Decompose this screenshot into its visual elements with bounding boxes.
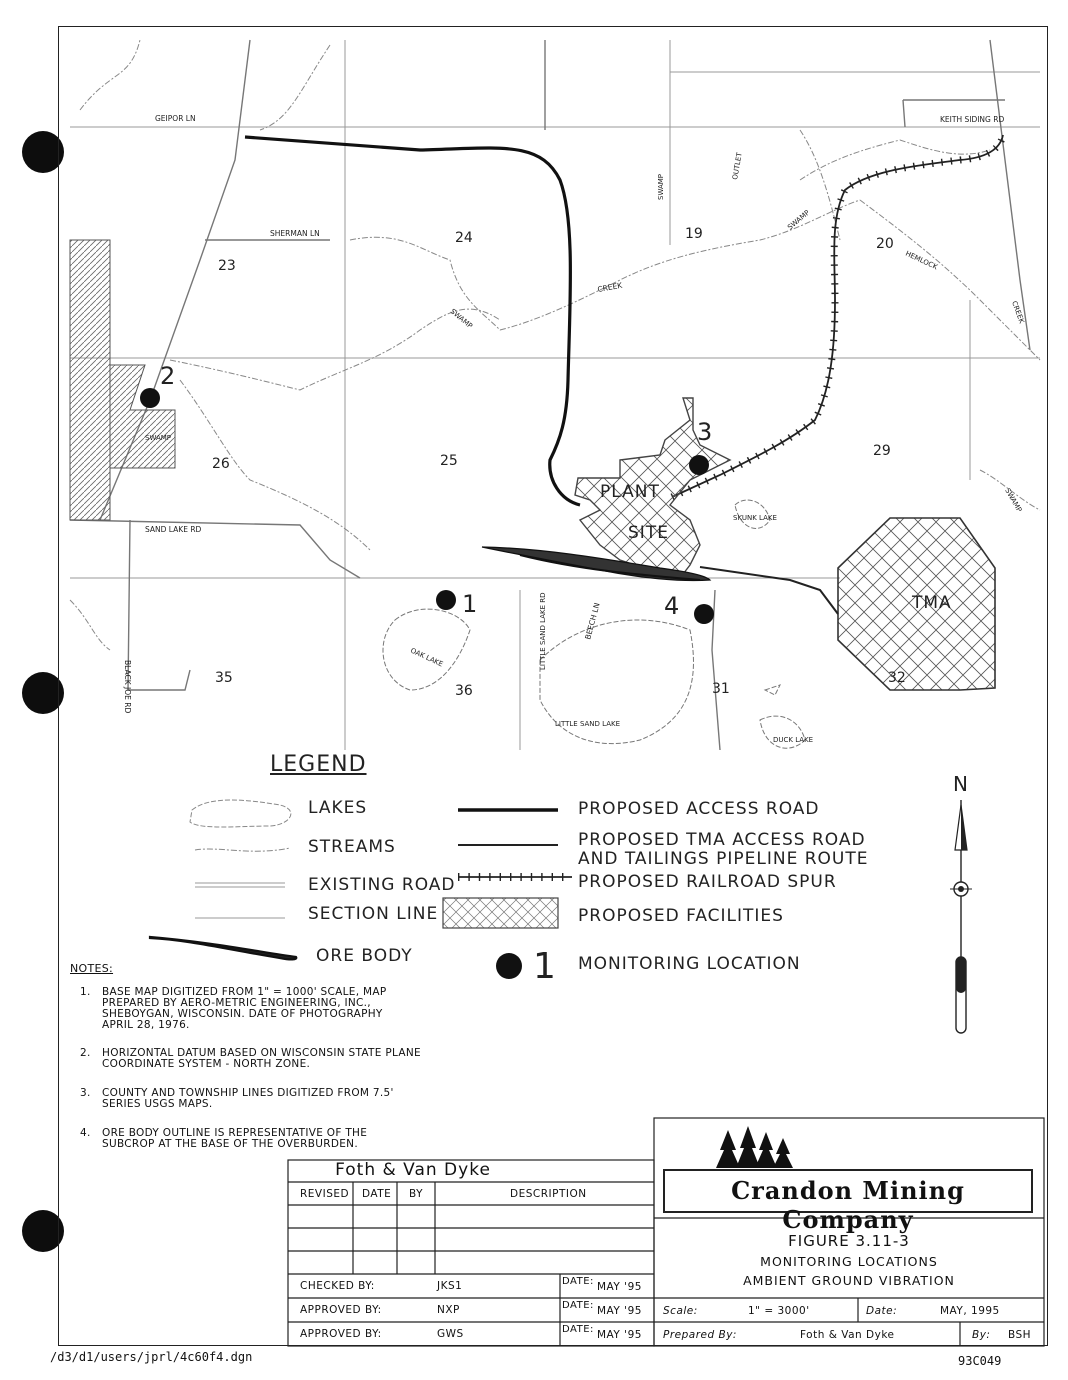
plant-label: PLANT — [600, 482, 660, 502]
road-label-geipor: GEIPOR LN — [155, 114, 196, 123]
road-label-little-sand-lake: LITTLE SAND LAKE RD — [539, 592, 547, 670]
by-value: BSH — [1008, 1329, 1032, 1341]
approved1-date: MAY '95 — [597, 1305, 642, 1317]
section-20: 20 — [876, 236, 894, 252]
firm-name: Foth & Van Dyke — [335, 1160, 491, 1180]
rev-header-date: DATE — [362, 1188, 392, 1200]
company-name: Crandon Mining Company — [731, 1176, 965, 1234]
legend-tma-road-label-1: PROPOSED TMA ACCESS ROAD — [578, 830, 866, 850]
road-label-sand-lake: SAND LAKE RD — [145, 525, 202, 534]
note-1-text: BASE MAP DIGITIZED FROM 1" = 1000' SCALE, MAP PREPARED BY AERO-METRIC ENGINEERING, INC., SHEBOYGAN, WISCONSIN. DATE OF PHOTOGRAPHY APRIL 28, 1976. — [102, 986, 387, 1031]
road-label-keith-siding: KEITH SIDING RD — [940, 115, 1005, 124]
water-label-swamp-1: SWAMP — [448, 307, 474, 331]
legend-monitoring-symbol — [496, 953, 522, 979]
water-label-duck-lake: DUCK LAKE — [773, 736, 814, 744]
water-label-swamp-2: SWAMP — [145, 434, 172, 442]
checked-date-label: DATE: — [562, 1276, 594, 1287]
legend-lakes-label: LAKES — [308, 798, 368, 818]
section-19: 19 — [685, 226, 703, 242]
section-36: 36 — [455, 683, 473, 699]
notes-title: NOTES: — [70, 962, 114, 975]
water-label-creek-1: CREEK — [596, 280, 623, 294]
prepared-label: Prepared By: — [663, 1329, 737, 1341]
checked-label: CHECKED BY: — [300, 1280, 375, 1292]
figure-number: FIGURE 3.11-3 — [788, 1232, 910, 1250]
approved2-by: GWS — [437, 1328, 464, 1340]
water-label-outlet: OUTLET — [731, 151, 744, 181]
water-label-creek-2: CREEK — [1010, 299, 1026, 325]
legend-access-road-label: PROPOSED ACCESS ROAD — [578, 799, 820, 819]
approved2-date-label: DATE: — [562, 1324, 594, 1335]
legend-ore-body-label: ORE BODY — [316, 946, 413, 966]
checked-date: MAY '95 — [597, 1281, 642, 1293]
note-3-text: COUNTY AND TOWNSHIP LINES DIGITIZED FROM 7.5' SERIES USGS MAPS. — [102, 1087, 394, 1110]
legend-existing-road-label: EXISTING ROAD — [308, 875, 456, 895]
water-label-hemlock: HEMLOCK — [904, 249, 939, 272]
monitoring-point-1 — [436, 590, 456, 610]
legend-existing-road-symbol — [195, 883, 285, 887]
legend-title: LEGEND — [270, 752, 367, 777]
rev-header-by: BY — [409, 1188, 424, 1200]
figure-subtitle-2: AMBIENT GROUND VIBRATION — [743, 1273, 955, 1288]
legend-monitoring-label: MONITORING LOCATION — [578, 954, 801, 974]
monitoring-point-2-label: 2 — [160, 362, 176, 390]
tma-access-road — [700, 567, 838, 614]
monitoring-point-3 — [689, 455, 709, 475]
approved2-label: APPROVED BY: — [300, 1328, 382, 1340]
tma-label: TMA — [912, 593, 952, 613]
legend-streams-label: STREAMS — [308, 837, 396, 857]
legend-ore-body-symbol — [150, 937, 296, 959]
monitoring-point-4 — [694, 604, 714, 624]
section-31: 31 — [712, 681, 730, 697]
approved1-date-label: DATE: — [562, 1300, 594, 1311]
monitoring-point-4-label: 4 — [664, 592, 680, 620]
water-label-skunk-lake: SKUNK LAKE — [733, 514, 777, 522]
section-29: 29 — [873, 443, 891, 459]
legend-monitoring-num: 1 — [533, 946, 557, 987]
monitoring-point-2 — [140, 388, 160, 408]
water-label-swamp-5: SWAMP — [1003, 487, 1024, 514]
prepared-by: Foth & Van Dyke — [800, 1329, 895, 1341]
section-35: 35 — [215, 670, 233, 686]
approved1-label: APPROVED BY: — [300, 1304, 382, 1316]
legend-facilities-symbol — [443, 898, 558, 928]
tree-logo — [716, 1126, 793, 1168]
file-path: /d3/d1/users/jprl/4c60f4.dgn — [50, 1350, 253, 1364]
legend-section-line-label: SECTION LINE — [308, 904, 439, 924]
drawing-code: 93C049 — [958, 1354, 1002, 1368]
scale-value: 1" = 3000' — [748, 1305, 810, 1317]
rev-header-revised: REVISED — [300, 1188, 350, 1200]
legend-streams-symbol — [195, 848, 290, 851]
date-value: MAY, 1995 — [940, 1305, 1000, 1317]
section-24: 24 — [455, 230, 473, 246]
proposed-railroad-spur — [672, 135, 1003, 497]
monitoring-point-3-label: 3 — [697, 418, 713, 446]
section-23: 23 — [218, 258, 236, 274]
water-label-oak-lake: OAK LAKE — [409, 646, 445, 669]
approved1-by: NXP — [437, 1304, 460, 1316]
water-label-swamp-4: SWAMP — [786, 208, 812, 232]
date-label: Date: — [866, 1305, 898, 1317]
note-2-num: 2. — [80, 1047, 91, 1059]
checked-by: JKS1 — [437, 1280, 463, 1292]
legend-railroad-label: PROPOSED RAILROAD SPUR — [578, 872, 837, 892]
legend-tma-road-label-2: AND TAILINGS PIPELINE ROUTE — [578, 849, 869, 869]
section-32: 32 — [888, 670, 906, 686]
water-label-swamp-3: SWAMP — [657, 173, 665, 200]
north-label: N — [953, 772, 969, 796]
figure-subtitle-1: MONITORING LOCATIONS — [760, 1254, 938, 1269]
road-label-beech: BEECH LN — [583, 601, 602, 641]
site-label: SITE — [628, 523, 669, 543]
water-label-little-sand-lake: LITTLE SAND LAKE — [555, 720, 621, 728]
note-1-num: 1. — [80, 986, 91, 998]
road-label-sherman: SHERMAN LN — [270, 229, 320, 238]
legend-facilities-label: PROPOSED FACILITIES — [578, 906, 784, 926]
north-arrow-lower — [940, 875, 984, 1045]
proposed-access-road — [245, 137, 580, 505]
note-2-text: HORIZONTAL DATUM BASED ON WISCONSIN STATE PLANE COORDINATE SYSTEM - NORTH ZONE. — [102, 1047, 421, 1070]
note-4-num: 4. — [80, 1127, 91, 1139]
rev-header-description: DESCRIPTION — [510, 1188, 587, 1200]
legend-lakes-symbol — [190, 800, 291, 827]
note-3-num: 3. — [80, 1087, 91, 1099]
section-26: 26 — [212, 456, 230, 472]
section-25: 25 — [440, 453, 458, 469]
by-label: By: — [972, 1329, 991, 1341]
road-label-black-joe: BLACK JOE RD — [123, 660, 132, 714]
approved2-date: MAY '95 — [597, 1329, 642, 1341]
scale-label: Scale: — [663, 1305, 698, 1317]
monitoring-point-1-label: 1 — [462, 590, 478, 618]
note-4-text: ORE BODY OUTLINE IS REPRESENTATIVE OF THE SUBCROP AT THE BASE OF THE OVERBURDEN. — [102, 1127, 368, 1150]
